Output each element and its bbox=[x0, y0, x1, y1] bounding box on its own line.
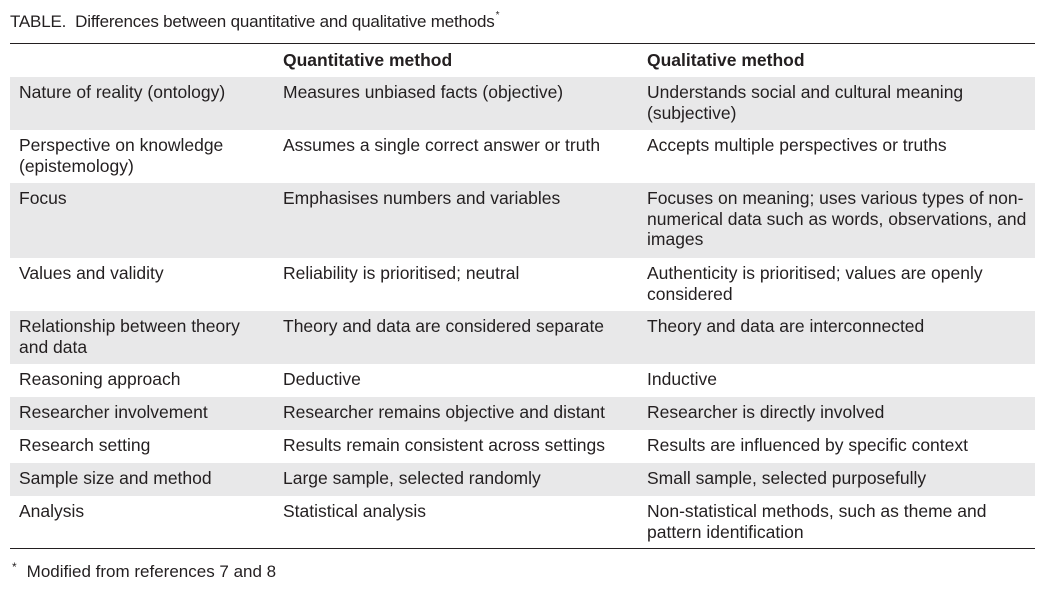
header-quantitative: Quantitative method bbox=[283, 50, 453, 70]
table-row bbox=[10, 364, 1035, 397]
qualitative-cell: Theory and data are interconnected bbox=[638, 311, 1035, 364]
header-row bbox=[10, 44, 1035, 77]
header-qualitative: Qualitative method bbox=[647, 50, 805, 70]
table-row bbox=[10, 397, 1035, 430]
table-row bbox=[10, 130, 1035, 183]
qualitative-cell: Non-statistical methods, such as theme and pattern identification bbox=[638, 496, 1035, 549]
qualitative-cell: Authenticity is prioritised; values are openly considered bbox=[638, 258, 1035, 311]
qualitative-cell: Inductive bbox=[638, 364, 1035, 397]
quantitative-cell: Theory and data are considered separate bbox=[274, 311, 638, 364]
row-label: Reasoning approach bbox=[10, 364, 274, 397]
quantitative-cell: Reliability is prioritised; neutral bbox=[274, 258, 638, 311]
table-caption bbox=[10, 12, 499, 32]
row-label: Perspective on knowledge (epistemology) bbox=[10, 130, 274, 183]
quantitative-cell: Assumes a single correct answer or truth bbox=[274, 130, 638, 183]
row-label: Nature of reality (ontology) bbox=[10, 77, 274, 130]
table-row bbox=[10, 183, 1035, 258]
qualitative-cell: Researcher is directly involved bbox=[638, 397, 1035, 430]
quantitative-cell: Results remain consistent across settings bbox=[274, 430, 638, 463]
table-row bbox=[10, 430, 1035, 463]
quantitative-cell: Large sample, selected randomly bbox=[274, 463, 638, 496]
quantitative-cell: Emphasises numbers and variables bbox=[274, 183, 638, 258]
table-row bbox=[10, 311, 1035, 364]
row-label: Research setting bbox=[10, 430, 274, 463]
table-bottom-rule bbox=[10, 548, 1035, 549]
table-row bbox=[10, 258, 1035, 311]
qualitative-cell: Understands social and cultural meaning (subjective) bbox=[638, 77, 1035, 130]
quantitative-cell: Measures unbiased facts (objective) bbox=[274, 77, 638, 130]
table-footnote bbox=[12, 562, 276, 582]
row-label: Values and validity bbox=[10, 258, 274, 311]
row-label: Researcher involvement bbox=[10, 397, 274, 430]
caption-title: Differences between quantitative and qualitative methods bbox=[75, 12, 495, 31]
table-row bbox=[10, 496, 1035, 549]
caption-label: TABLE. bbox=[10, 12, 67, 31]
header-cell-empty bbox=[10, 44, 274, 77]
row-label: Analysis bbox=[10, 496, 274, 549]
qualitative-cell: Focuses on meaning; uses various types of non-numerical data such as words, observations, and images bbox=[638, 183, 1035, 258]
row-label: Relationship between theory and data bbox=[10, 311, 274, 364]
row-label: Sample size and method bbox=[10, 463, 274, 496]
qualitative-cell: Results are influenced by specific context bbox=[638, 430, 1035, 463]
quantitative-cell: Deductive bbox=[274, 364, 638, 397]
caption-footnote-mark: * bbox=[495, 10, 500, 21]
footnote-text: Modified from references 7 and 8 bbox=[26, 562, 277, 581]
comparison-table bbox=[10, 44, 1035, 549]
quantitative-cell: Researcher remains objective and distant bbox=[274, 397, 638, 430]
footnote-mark: * bbox=[12, 560, 17, 574]
qualitative-cell: Small sample, selected purposefully bbox=[638, 463, 1035, 496]
table-row bbox=[10, 77, 1035, 130]
row-label: Focus bbox=[10, 183, 274, 258]
table-row bbox=[10, 463, 1035, 496]
qualitative-cell: Accepts multiple perspectives or truths bbox=[638, 130, 1035, 183]
quantitative-cell: Statistical analysis bbox=[274, 496, 638, 549]
